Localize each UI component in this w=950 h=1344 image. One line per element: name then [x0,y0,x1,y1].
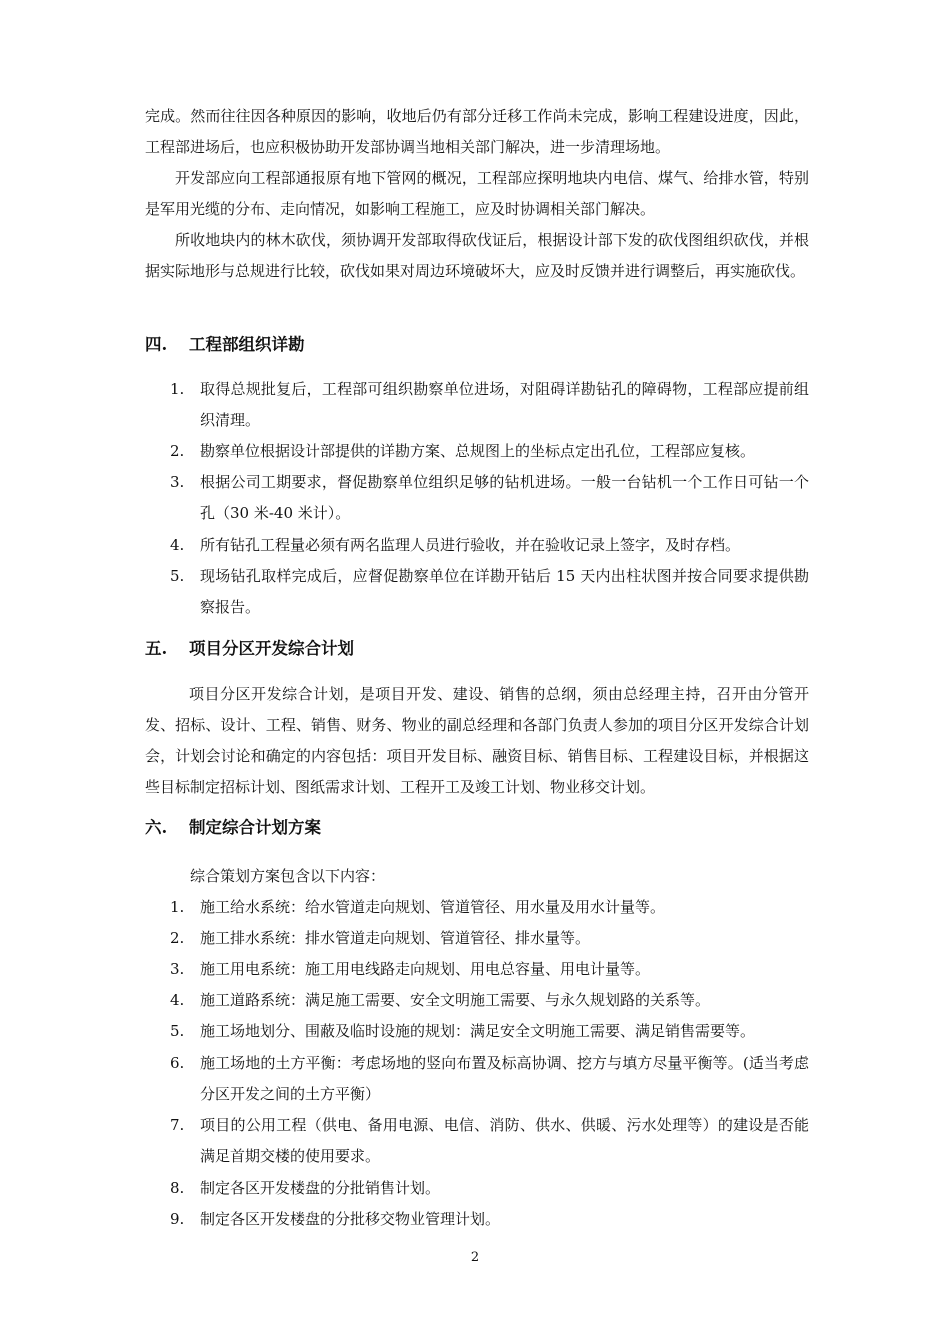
item-number: 1. [170,380,185,398]
section-6-item [145,923,809,954]
page-number: 2 [470,1250,480,1265]
item-number: 3. [170,473,185,491]
item-text: 施工道路系统：满足施工需要、安全文明施工需要、与永久规划路的关系等。 [200,991,711,1009]
item-text: 取得总规批复后，工程部可组织勘察单位进场，对阻碍详勘钻孔的障碍物，工程部应提前组织清理。 [200,380,809,429]
section-6-item [145,1110,809,1172]
item-number: 5. [170,1022,185,1040]
item-number: 2. [170,442,185,460]
item-number: 7. [170,1116,185,1134]
section-4-title: 工程部组织详勘 [189,335,305,354]
section-6-intro: 综合策划方案包含以下内容： [190,867,386,885]
item-text: 施工场地划分、围蔽及临时设施的规划：满足安全文明施工需要、满足销售需要等。 [200,1022,756,1040]
section-6-item [145,954,809,985]
section-6-title: 制定综合计划方案 [189,818,321,837]
item-number: 2. [170,929,185,947]
item-text: 施工排水系统：排水管道走向规划、管道管径、排水量等。 [200,929,591,947]
section-4-heading [145,333,305,357]
paragraph-pipelines: 开发部应向工程部通报原有地下管网的概况，工程部应探明地块内电信、煤气、给排水管，特别是军用光缆的分布、走向情况，如影响工程施工，应及时协调相关部门解决。 [145,169,809,218]
item-text: 项目的公用工程（供电、备用电源、电信、消防、供水、供暖、污水处理等）的建设是否能满足首期交楼的使用要求。 [200,1116,809,1165]
item-text: 施工场地的土方平衡：考虑场地的竖向布置及标高协调、挖方与填方尽量平衡等。(适当考虑分区开发之间的土方平衡） [200,1054,809,1103]
item-text: 根据公司工期要求，督促勘察单位组织足够的钻机进场。一般一台钻机一个工作日可钻一个孔（30 米-40 米计）。 [200,473,809,522]
item-text: 现场钻孔取样完成后，应督促勘察单位在详勘开钻后 15 天内出柱状图并按合同要求提供勘察报告。 [200,567,809,616]
item-number: 3. [170,960,185,978]
item-text: 制定各区开发楼盘的分批销售计划。 [200,1179,441,1197]
section-4-item [145,467,809,529]
section-6-item [145,1016,809,1047]
section-4-number: 四. [145,335,168,354]
section-4-item [145,530,809,561]
item-number: 8. [170,1179,185,1197]
section-6-item [145,1048,809,1110]
section-6-heading [145,816,321,840]
section-5-number: 五. [145,639,168,658]
section-4-item [145,561,809,623]
section-6-item [145,985,809,1016]
item-number: 5. [170,567,185,585]
item-text: 施工给水系统：给水管道走向规划、管道管径、用水量及用水计量等。 [200,898,666,916]
item-text: 施工用电系统：施工用电线路走向规划、用电总容量、用电计量等。 [200,960,651,978]
item-text: 制定各区开发楼盘的分批移交物业管理计划。 [200,1210,501,1228]
section-4-item [145,436,809,467]
section-6-item [145,1173,809,1204]
item-number: 4. [170,991,185,1009]
section-6-number: 六. [145,818,168,837]
paragraph-tree-felling: 所收地块内的林木砍伐，须协调开发部取得砍伐证后，根据设计部下发的砍伐图组织砍伐，并根据实际地形与总规进行比较，砍伐如果对周边环境破坏大，应及时反馈并进行调整后，再实施砍伐。 [145,231,809,280]
section-5-heading [145,637,354,661]
paragraph-continuation: 完成。然而往往因各种原因的影响，收地后仍有部分迁移工作尚未完成，影响工程建设进度，因此，工程部进场后，也应积极协助开发部协调当地相关部门解决，进一步清理场地。 [145,107,809,156]
item-number: 6. [170,1054,185,1072]
section-4-item [145,374,809,436]
item-number: 1. [170,898,185,916]
item-number: 4. [170,536,185,554]
section-5-paragraph: 项目分区开发综合计划，是项目开发、建设、销售的总纲，须由总经理主持，召开由分管开发、招标、设计、工程、销售、财务、物业的副总经理和各部门负责人参加的项目分区开发综合计划会，计划会讨论和确定的内容包括：项目开发目标、融资目标、销售目标、工程建设目标，并根据这些目标制定招标计划、图纸需求计划、工程开工及竣工计划、物业移交计划。 [145,685,809,796]
section-6-item [145,1204,809,1235]
item-number: 9. [170,1210,185,1228]
item-text: 所有钻孔工程量必须有两名监理人员进行验收，并在验收记录上签字，及时存档。 [200,536,741,554]
section-6-item [145,892,809,923]
section-5-title: 项目分区开发综合计划 [189,639,354,658]
item-text: 勘察单位根据设计部提供的详勘方案、总规图上的坐标点定出孔位，工程部应复核。 [200,442,756,460]
